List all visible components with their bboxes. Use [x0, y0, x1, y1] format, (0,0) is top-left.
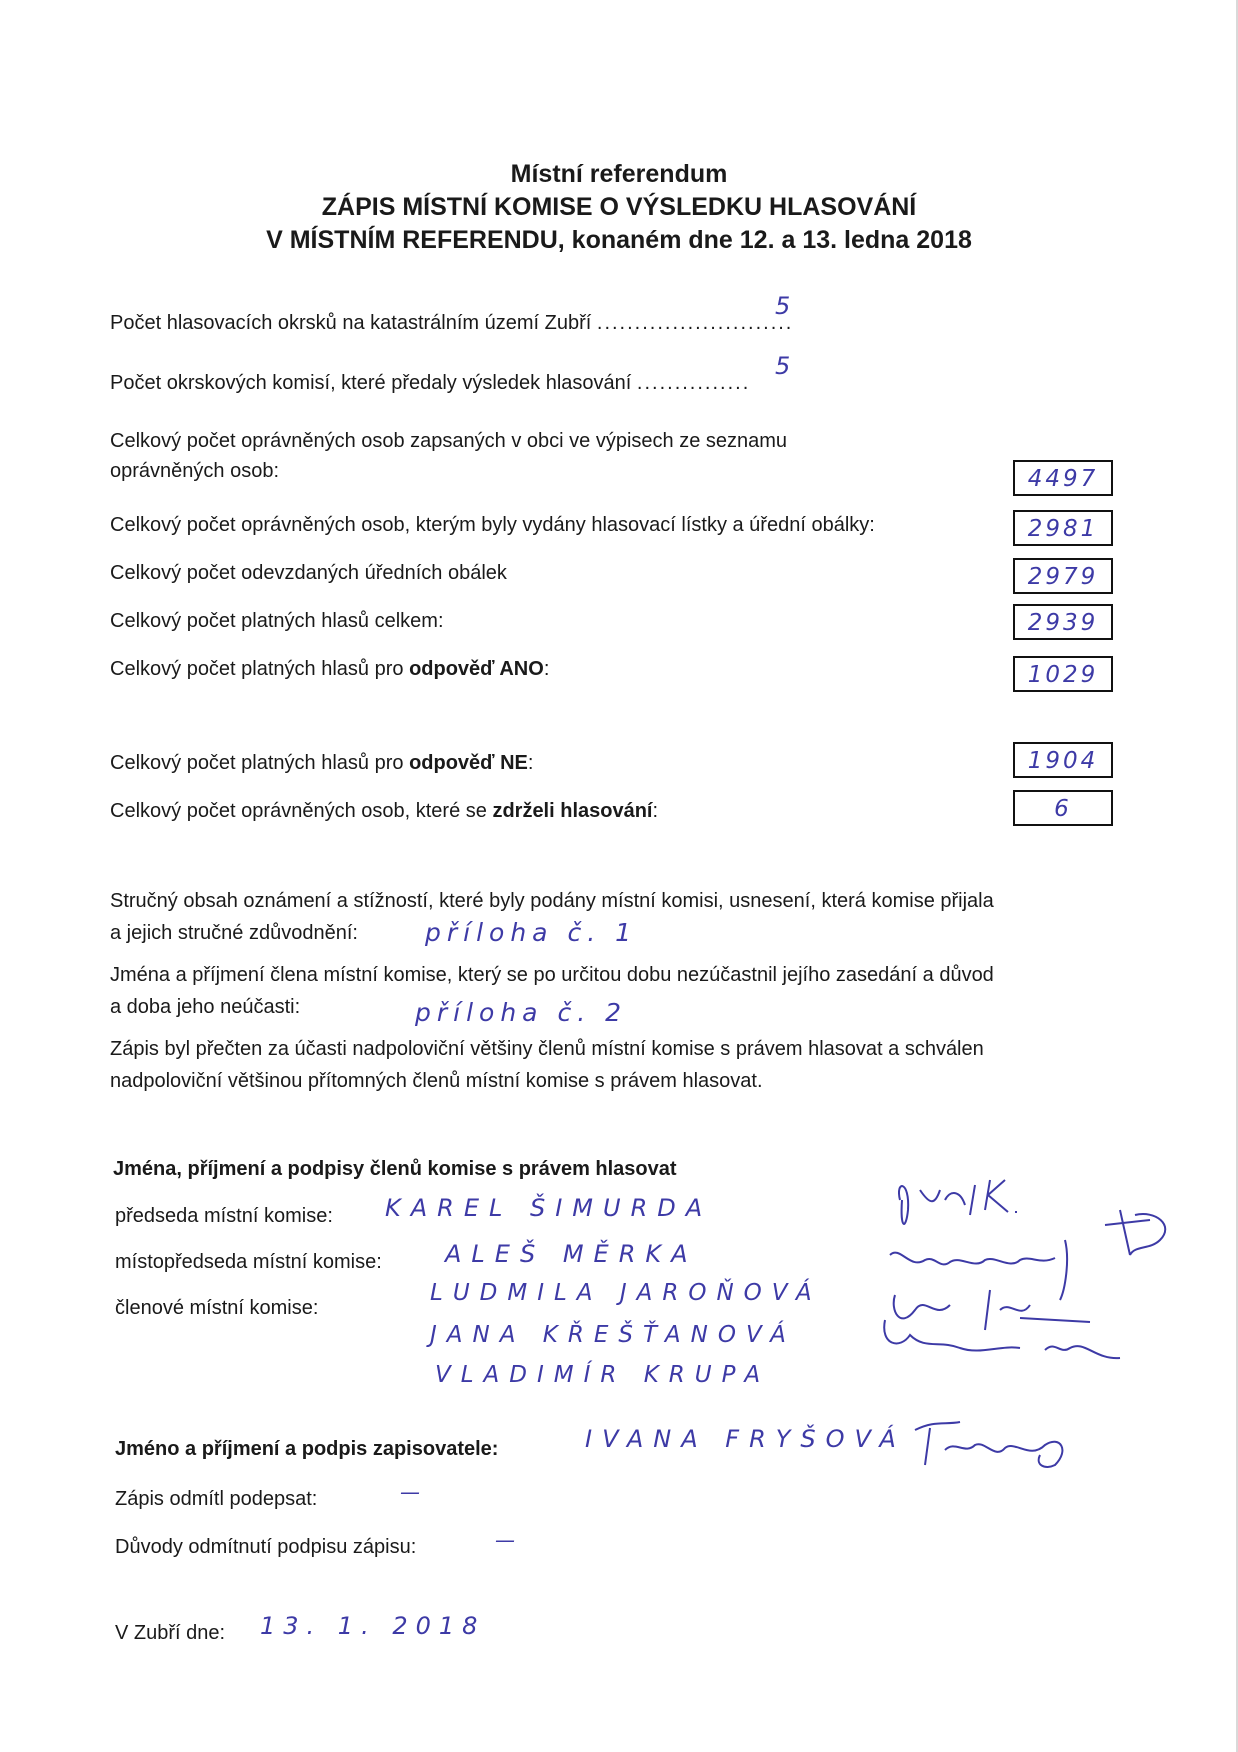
- title-record: ZÁPIS MÍSTNÍ KOMISE O VÝSLEDKU HLASOVÁNÍ: [321, 193, 917, 221]
- no-label-suffix: :: [527, 752, 534, 774]
- recorder-signature: [905, 1410, 1085, 1480]
- chair-name: KAREL ŠIMURDA: [385, 1194, 713, 1222]
- place-label: V Zubří dne:: [115, 1622, 226, 1644]
- title-date: V MÍSTNÍM REFERENDU, konaném dne 12. a 13. ledna 2018: [266, 226, 972, 254]
- approval-line-2: nadpoloviční většinou přítomných členů místní komise s právem hlasovat.: [110, 1070, 763, 1092]
- eligible-label-2: oprávněných osob:: [110, 460, 280, 482]
- yes-label-bold: odpověď ANO: [409, 658, 544, 680]
- complaints-value: příloha č. 1: [425, 918, 637, 947]
- no-label-bold: odpověď NE: [409, 752, 528, 774]
- abstain-label-bold: zdrželi hlasování: [492, 800, 653, 822]
- chair-label: předseda místní komise:: [115, 1205, 333, 1227]
- chair-signature: [899, 1180, 1017, 1224]
- member-3-signature: [884, 1320, 1120, 1358]
- member-1-name: LUDMILA JAROŇOVÁ: [430, 1280, 822, 1306]
- absence-line-1: Jména a příjmení člena místní komise, který se po určitou dobu nezúčastnil jejího zasedání a důvod: [110, 964, 994, 986]
- yes-row: [110, 658, 549, 681]
- complaints-line-1: Stručný obsah oznámení a stížností, které byly podány místní komisi, usnesení, která komise přijala: [110, 890, 994, 912]
- issued-label: Celkový počet oprávněných osob, kterým byly vydány hlasovací lístky a úřední obálky:: [110, 514, 875, 536]
- recorder-name: IVANA FRYŠOVÁ: [585, 1425, 906, 1453]
- extra-signature: [1105, 1210, 1165, 1255]
- title-referendum: Místní referendum: [510, 160, 728, 188]
- valid-value-box: 2939: [1013, 604, 1113, 640]
- vice-label: místopředseda místní komise:: [115, 1251, 382, 1273]
- abstain-label-prefix: Celkový počet oprávněných osob, které se: [110, 800, 493, 822]
- reasons-label: Důvody odmítnutí podpisu zápisu:: [115, 1536, 417, 1558]
- members-label: členové místní komise:: [115, 1297, 319, 1319]
- eligible-label-1: Celkový počet oprávněných osob zapsaných v obci ve výpisech ze seznamu: [110, 430, 788, 452]
- absence-line-2: a doba jeho neúčasti:: [110, 996, 301, 1018]
- no-label-prefix: Celkový počet platných hlasů pro: [110, 752, 410, 774]
- abstain-row: [110, 800, 658, 823]
- yes-value-box: 1029: [1013, 656, 1113, 692]
- commissions-row: [110, 372, 750, 395]
- vice-name: ALEŠ MĚRKA: [445, 1240, 698, 1268]
- member-3-name: VLADIMÍR KRUPA: [435, 1362, 771, 1388]
- districts-label: Počet hlasovacích okrsků na katastrálním území Zubří: [110, 312, 592, 334]
- districts-value: 5: [775, 292, 797, 320]
- commissions-label: Počet okrskových komisí, které předaly výsledek hlasování: [110, 372, 632, 394]
- absence-value: příloha č. 2: [415, 998, 627, 1027]
- refused-value: —: [400, 1480, 426, 1504]
- complaints-line-2: a jejich stručné zdůvodnění:: [110, 922, 358, 944]
- valid-label: Celkový počet platných hlasů celkem:: [110, 610, 444, 632]
- yes-label-suffix: :: [543, 658, 550, 680]
- dotted-leader: ...............: [636, 372, 751, 394]
- envelopes-label: Celkový počet odevzdaných úředních obálek: [110, 562, 507, 584]
- member-signatures: [880, 1170, 1180, 1420]
- approval-line-1: Zápis byl přečten za účasti nadpoloviční většiny členů místní komise s právem hlasovat a schválen: [110, 1038, 984, 1060]
- dotted-leader: ..........................: [596, 312, 794, 334]
- members-heading: Jména, příjmení a podpisy členů komise s právem hlasovat: [113, 1158, 677, 1180]
- refused-label: Zápis odmítl podepsat:: [115, 1488, 318, 1510]
- no-value-box: 1904: [1013, 742, 1113, 778]
- member-2-signature: [894, 1290, 1090, 1330]
- vice-signature: [890, 1240, 1067, 1300]
- commissions-value: 5: [775, 352, 797, 380]
- reasons-value: —: [495, 1528, 521, 1552]
- issued-value-box: 2981: [1013, 510, 1113, 546]
- abstain-value-box: 6: [1013, 790, 1113, 826]
- recorder-label: Jméno a příjmení a podpis zapisovatele:: [115, 1438, 499, 1460]
- abstain-label-suffix: :: [652, 800, 659, 822]
- yes-label-prefix: Celkový počet platných hlasů pro: [110, 658, 410, 680]
- districts-row: [110, 312, 793, 335]
- member-2-name: JANA KŘEŠŤANOVÁ: [430, 1322, 796, 1348]
- envelopes-value-box: 2979: [1013, 558, 1113, 594]
- no-row: [110, 752, 533, 775]
- eligible-value-box: 4497: [1013, 460, 1113, 496]
- date-value: 13. 1. 2018: [260, 1612, 486, 1640]
